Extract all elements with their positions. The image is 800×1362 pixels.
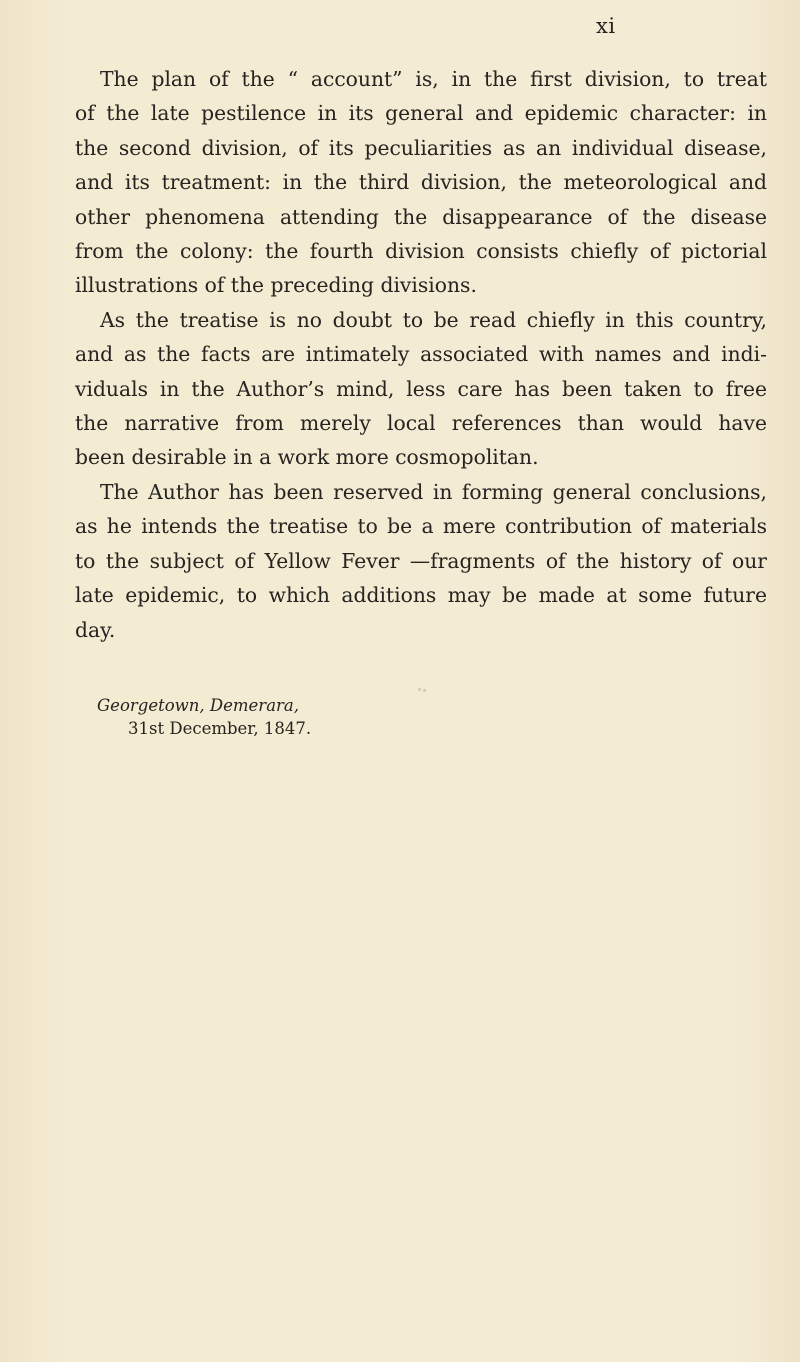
signature-date: 31st December, 1847. (128, 719, 312, 738)
text-line: late epidemic, to which additions may be made at some future (75, 583, 767, 608)
paper-speck (418, 688, 421, 691)
text-line: and its treatment: in the third division, the meteorological and (75, 170, 767, 195)
text-line: The plan of the “ account” is, in the first division, to treat (100, 67, 767, 91)
text-line: been desirable in a work more cosmopolitan. (75, 445, 539, 470)
text-line: to the subject of Yellow Fever —fragments of the history of our (75, 548, 767, 573)
text-line: illustrations of the preceding divisions. (75, 273, 477, 298)
signature-block (97, 694, 311, 740)
paper-speck (423, 689, 426, 692)
text-line: viduals in the Author’s mind, less care has been taken to free (75, 376, 767, 401)
text-line: As the treatise is no doubt to be read chiefly in this country, (100, 307, 767, 332)
page-number: xi (596, 14, 616, 38)
text-line: as he intends the treatise to be a mere contribution of materials (75, 514, 767, 539)
text-line: from the colony: the fourth division consists chiefly of pictorial (75, 239, 767, 264)
preface-text (75, 62, 767, 647)
paragraph-treatise (75, 303, 767, 475)
signature-place: Georgetown, Demerara, (97, 696, 299, 715)
text-line: other phenomena attending the disappearance of the disease (75, 204, 767, 229)
text-line: the narrative from merely local references than would have (75, 411, 767, 436)
paragraph-conclusions (75, 475, 767, 647)
text-line: the second division, of its peculiarities as an individual disease, (75, 135, 767, 160)
text-line: The Author has been reserved in forming general conclusions, (100, 479, 767, 504)
text-line: and as the facts are intimately associated with names and indi- (75, 342, 767, 367)
text-line: of the late pestilence in its general and epidemic character: in (75, 101, 767, 126)
text-line: day. (75, 617, 116, 642)
paragraph-plan (75, 62, 767, 303)
